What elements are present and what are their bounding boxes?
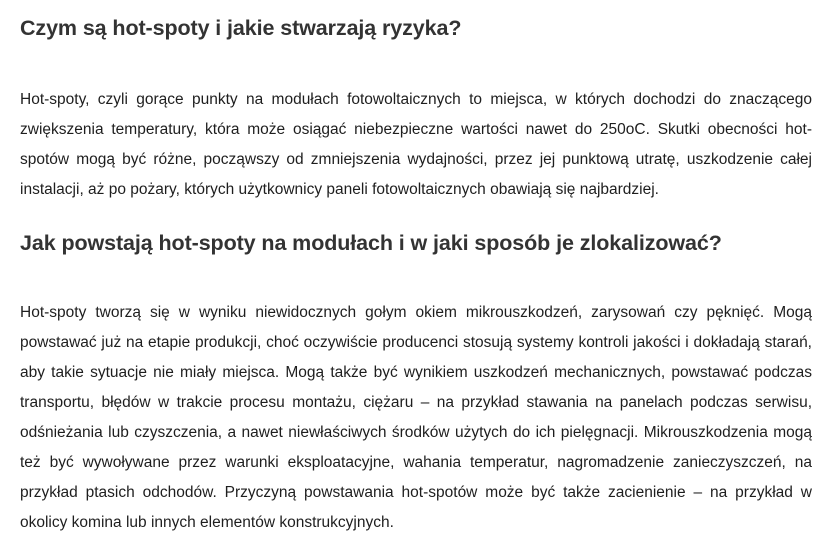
section-paragraph-hot-spots-risks: Hot-spoty, czyli gorące punkty na modułach fotowoltaicznych to miejsca, w których dochodzi do znaczącego zwiększenia temperatury, która może osiągać niebezpieczne wartości nawet do 250oC. Skutki obecności hot-spotów mogą być różne, począwszy od zmniejszenia wydajności, przez jej punktową utratę, uszkodzenie całej instalacji, aż po pożary, których użytkownicy paneli fotowoltaicznych obawiają się najbardziej. — [20, 91, 812, 198]
section-heading-hot-spots-risks: Czym są hot-spoty i jakie stwarzają ryzyka? — [20, 16, 462, 40]
section-paragraph-hot-spots-origin: Hot-spoty tworzą się w wyniku niewidocznych gołym okiem mikrouszkodzeń, zarysowań czy pęknięć. Mogą powstawać już na etapie produkcji, choć oczywiście producenci stosują systemy kontroli jakości i dokładają starań, aby takie sytuacje nie miały miejsca. Mogą także być wynikiem uszkodzeń mechanicznych, powstawać podczas transportu, błędów w trakcie procesu montażu, ciężaru – na przykład stawania na panelach podczas serwisu, odśnieżania lub czyszczenia, a nawet niewłaściwych środków użytych do ich pielęgnacji. Mikrouszkodzenia mogą też być wywoływane przez warunki eksploatacyjne, wahania temperatur, nagromadzenie zanieczyszczeń, na przykład ptasich odchodów. Przyczyną powstawania hot-spotów może być także zacienienie – na przykład w okolicy komina lub innych elementów konstrukcyjnych. — [20, 304, 812, 531]
section-heading-hot-spots-origin: Jak powstają hot-spoty na modułach i w jaki sposób je zlokalizować? — [20, 231, 722, 255]
